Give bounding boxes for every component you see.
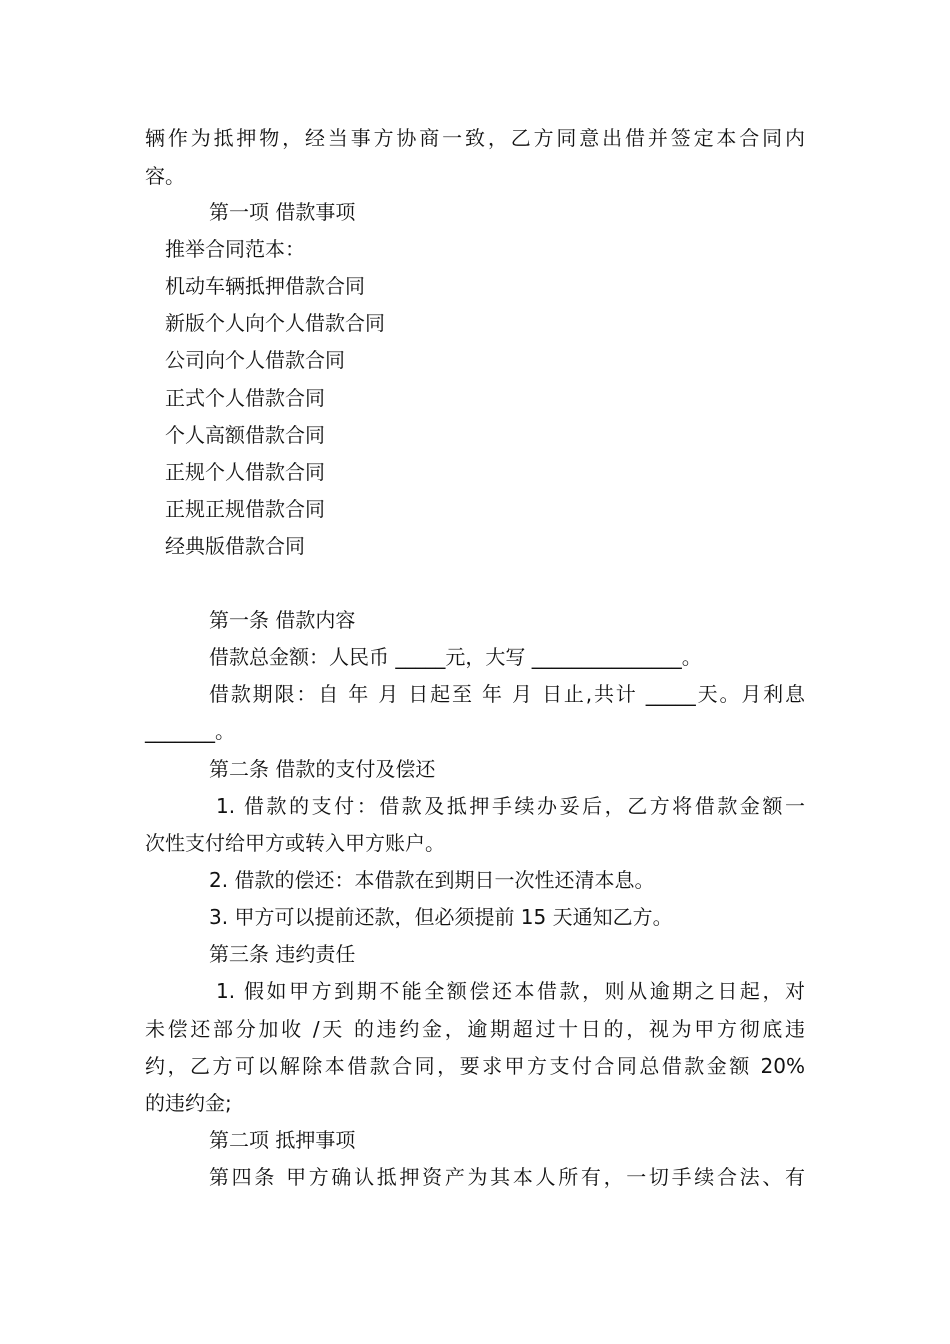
body-text-line: 未偿还部分加收 /天 的违约金，逾期超过十日的，视为甲方彻底违 bbox=[145, 1017, 805, 1041]
article-heading: 第二条 借款的支付及偿还 bbox=[209, 757, 436, 781]
body-text-line: 借款总金额：人民币 _____元，大写 _______________。 bbox=[209, 645, 702, 669]
body-text-line: 次性支付给甲方或转入甲方账户。 bbox=[145, 831, 445, 855]
template-link[interactable]: 个人高额借款合同 bbox=[165, 423, 325, 447]
template-link[interactable]: 新版个人向个人借款合同 bbox=[165, 311, 385, 335]
body-text-line: 3. 甲方可以提前还款，但必须提前 15 天通知乙方。 bbox=[209, 905, 673, 929]
section-heading: 第一项 借款事项 bbox=[209, 200, 356, 224]
body-text-line: 1. 假如甲方到期不能全额偿还本借款，则从逾期之日起，对 bbox=[216, 979, 805, 1003]
template-link[interactable]: 正规个人借款合同 bbox=[165, 460, 325, 484]
template-link[interactable]: 经典版借款合同 bbox=[165, 534, 305, 558]
body-text-line: 第四条 甲方确认抵押资产为其本人所有，一切手续合法、有 bbox=[209, 1165, 805, 1189]
body-text-line: 容。 bbox=[145, 164, 185, 188]
article-heading: 第三条 违约责任 bbox=[209, 942, 356, 966]
body-text-line: 借款期限：自 年 月 日起至 年 月 日止,共计 _____天。月利息 bbox=[209, 682, 805, 706]
list-heading: 推举合同范本： bbox=[165, 237, 305, 261]
body-text-line: 约，乙方可以解除本借款合同，要求甲方支付合同总借款金额 20% bbox=[145, 1054, 805, 1078]
template-link[interactable]: 公司向个人借款合同 bbox=[165, 348, 345, 372]
body-text-line: 辆作为抵押物，经当事方协商一致，乙方同意出借并签定本合同内 bbox=[145, 126, 805, 150]
body-text-line: _______。 bbox=[145, 719, 235, 743]
template-link[interactable]: 机动车辆抵押借款合同 bbox=[165, 274, 365, 298]
body-text-line: 1. 借款的支付：借款及抵押手续办妥后，乙方将借款金额一 bbox=[216, 794, 805, 818]
template-link[interactable]: 正式个人借款合同 bbox=[165, 386, 325, 410]
article-heading: 第一条 借款内容 bbox=[209, 608, 356, 632]
body-text-line: 的违约金; bbox=[145, 1091, 232, 1115]
section-heading: 第二项 抵押事项 bbox=[209, 1128, 356, 1152]
body-text-line: 2. 借款的偿还：本借款在到期日一次性还清本息。 bbox=[209, 868, 655, 892]
template-link[interactable]: 正规正规借款合同 bbox=[165, 497, 325, 521]
